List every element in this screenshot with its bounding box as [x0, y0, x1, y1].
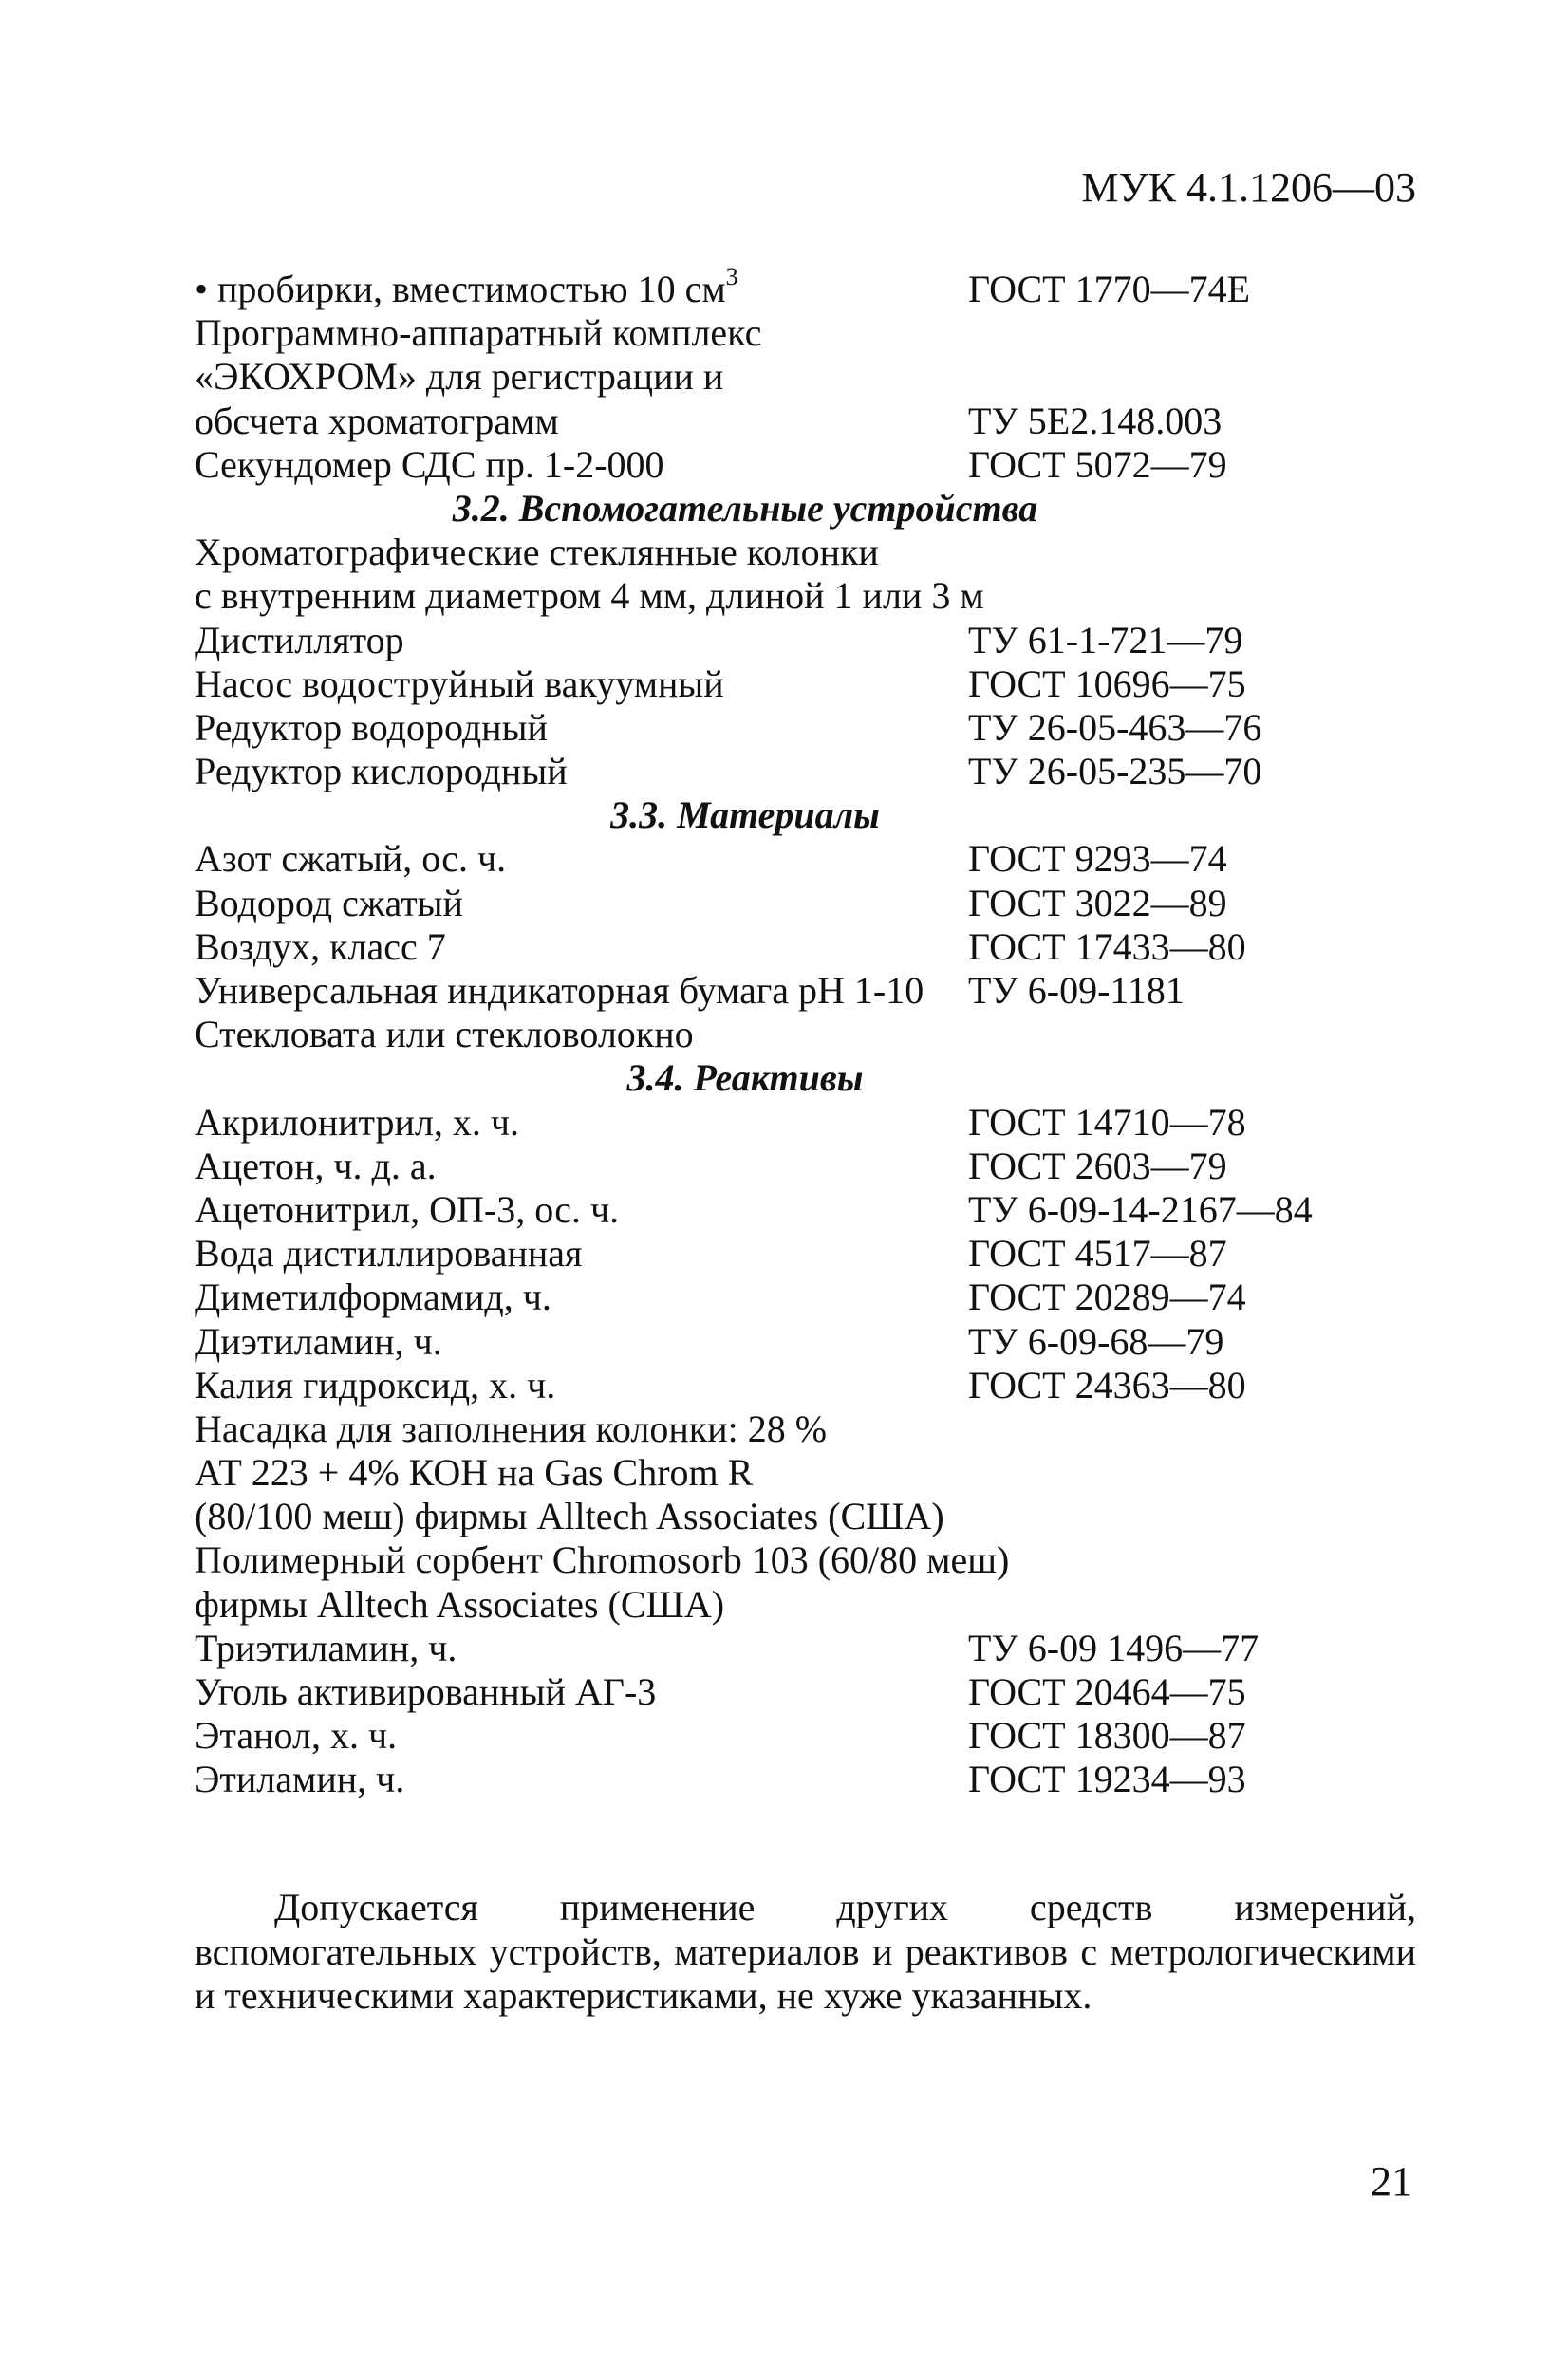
item-name: Азот сжатый, ос. ч. — [195, 837, 507, 881]
item-name: обсчета хроматограмм — [195, 399, 559, 442]
item-standard: ГОСТ 24363—80 — [968, 1363, 1246, 1407]
item-name: Уголь активированный АГ-3 — [195, 1670, 657, 1713]
item-name: Водород сжатый — [195, 881, 463, 924]
item-name: Вода дистиллированная — [195, 1232, 583, 1276]
item-name: Универсальная индикаторная бумага рН 1-10 — [195, 969, 924, 1012]
list-item — [195, 969, 1428, 1013]
list-item — [195, 925, 1428, 969]
list-item — [195, 1276, 1428, 1319]
list-item — [195, 1013, 1428, 1056]
list-item — [195, 619, 1428, 662]
item-name: АТ 223 + 4% КОН на Gas Chrom R — [195, 1451, 754, 1495]
item-name: Секундомер СДС пр. 1-2-000 — [195, 442, 664, 486]
list-item — [195, 1320, 1428, 1364]
item-name: Редуктор кислородный — [195, 750, 568, 793]
list-item — [195, 1538, 1428, 1582]
item-standard: ГОСТ 20464—75 — [968, 1670, 1246, 1713]
item-name: Дистиллятор — [195, 618, 404, 661]
list-item — [195, 1670, 1428, 1714]
item-name: Триэтиламин, ч. — [195, 1626, 457, 1669]
item-name: Акрилонитрил, х. ч. — [195, 1100, 519, 1144]
item-standard: ТУ 5Е2.148.003 — [968, 399, 1223, 442]
list-item — [195, 1364, 1428, 1407]
list-item — [195, 1583, 1428, 1627]
item-name: Насадка для заполнения колонки: 28 % — [195, 1407, 828, 1450]
item-name: Воздух, класс 7 — [195, 924, 446, 968]
list-item — [195, 1232, 1428, 1276]
item-standard: ТУ 6-09 1496—77 — [968, 1626, 1260, 1669]
list-item — [195, 837, 1428, 881]
item-name: Диэтиламин, ч. — [195, 1319, 442, 1363]
list-item — [195, 443, 1428, 487]
item-standard: ГОСТ 9293—74 — [968, 837, 1227, 881]
item-standard: ТУ 61-1-721—79 — [968, 618, 1243, 661]
section-heading-text: 3.2. Вспомогательные устройства — [452, 486, 1038, 530]
list-item — [195, 1714, 1428, 1758]
item-name: фирмы Alltech Associates (США) — [195, 1582, 725, 1626]
item-name: Этиламин, ч. — [195, 1758, 405, 1801]
unit-superscript: 3 — [725, 262, 738, 290]
item-name: Калия гидроксид, х. ч. — [195, 1363, 556, 1407]
list-item — [195, 355, 1428, 399]
list-item — [195, 1407, 1428, 1451]
page-number: 21 — [1371, 2158, 1412, 2205]
list-item — [195, 750, 1428, 793]
section-heading — [195, 487, 1428, 531]
list-item — [195, 531, 1428, 574]
item-name: «ЭКОХРОМ» для регистрации и — [195, 355, 724, 399]
note-paragraph: Допускается применение других средств измерений, вспомогательных устройств, материалов и реактивов с метрологическими и техническими характеристиками, не хуже указанных. — [195, 1886, 1416, 2017]
item-name: Стекловата или стекловолокно — [195, 1013, 694, 1056]
item-standard: ТУ 26-05-235—70 — [968, 750, 1262, 793]
section-heading-text: 3.3. Материалы — [610, 793, 880, 837]
section-heading-text: 3.4. Реактивы — [626, 1056, 864, 1100]
item-name: Насос водоструйный вакуумный — [195, 661, 724, 705]
equipment-list — [195, 262, 1428, 1802]
list-item — [195, 1145, 1428, 1188]
document-code: МУК 4.1.1206—03 — [1081, 164, 1416, 211]
section-heading — [195, 1056, 1428, 1100]
item-standard: ГОСТ 1770—74Е — [968, 268, 1251, 310]
item-name: Редуктор водородный — [195, 705, 548, 749]
section-heading — [195, 793, 1428, 837]
item-standard: ТУ 6-09-68—79 — [968, 1319, 1224, 1363]
list-item — [195, 262, 1428, 311]
item-standard: ГОСТ 10696—75 — [968, 661, 1246, 705]
item-standard: ГОСТ 5072—79 — [968, 442, 1227, 486]
list-item — [195, 1758, 1428, 1801]
list-item — [195, 662, 1428, 706]
item-standard: ГОСТ 3022—89 — [968, 881, 1227, 924]
item-name: Ацетон, ч. д. а. — [195, 1144, 437, 1187]
item-standard: ГОСТ 19234—93 — [968, 1758, 1246, 1801]
list-item — [195, 1495, 1428, 1538]
list-item — [195, 574, 1428, 618]
item-standard: ТУ 26-05-463—76 — [968, 705, 1262, 749]
list-item — [195, 1101, 1428, 1145]
item-name: (80/100 меш) фирмы Alltech Associates (США) — [195, 1495, 944, 1538]
item-name: Хроматографические стеклянные колонки — [195, 531, 879, 574]
item-name: Ацетонитрил, ОП-3, ос. ч. — [195, 1187, 620, 1231]
list-item — [195, 1627, 1428, 1670]
item-standard: ГОСТ 14710—78 — [968, 1100, 1246, 1144]
item-standard: ГОСТ 4517—87 — [968, 1232, 1227, 1276]
item-standard: ТУ 6-09-1181 — [968, 969, 1185, 1012]
item-name: Этанол, х. ч. — [195, 1714, 398, 1758]
item-name: с внутренним диаметром 4 мм, длиной 1 или 3 м — [195, 574, 984, 618]
item-standard: ГОСТ 2603—79 — [968, 1144, 1227, 1187]
item-name: • пробирки, вместимостью 10 $см^3$ — [195, 262, 738, 310]
item-standard: ТУ 6-09-14-2167—84 — [968, 1187, 1313, 1231]
item-name: Диметилформамид, ч. — [195, 1276, 551, 1319]
list-item — [195, 1451, 1428, 1495]
list-item — [195, 882, 1428, 925]
item-standard: ГОСТ 20289—74 — [968, 1276, 1246, 1319]
list-item — [195, 706, 1428, 750]
list-item — [195, 400, 1428, 443]
item-name: Полимерный сорбент Chromosorb 103 (60/80 меш) — [195, 1538, 1010, 1582]
item-name: Программно-аппаратный комплекс — [195, 311, 762, 355]
list-item — [195, 311, 1428, 355]
list-item — [195, 1188, 1428, 1232]
item-standard: ГОСТ 17433—80 — [968, 924, 1246, 968]
item-standard: ГОСТ 18300—87 — [968, 1714, 1246, 1758]
